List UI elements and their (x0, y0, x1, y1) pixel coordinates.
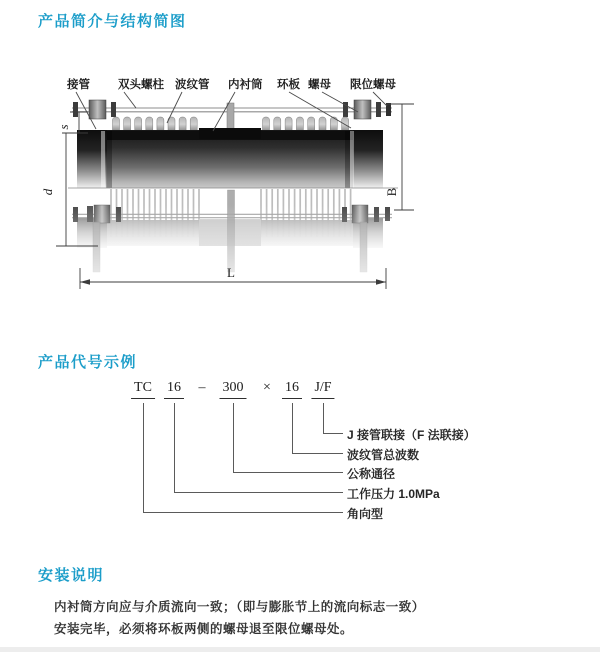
code-token-times: × (263, 380, 271, 395)
part-label-bellows: 波纹管 (175, 79, 210, 91)
arrow-right (376, 279, 386, 285)
ring-plate-right (345, 131, 350, 188)
part-label-double-stud: 双头螺柱 (118, 79, 164, 91)
lower-half-fade (65, 205, 405, 277)
code-line-pressure (174, 403, 175, 492)
code-hline-pressure (174, 492, 343, 493)
dim-d: d (40, 188, 55, 196)
code-annotation-diameter: 公称通径 (347, 467, 396, 481)
section-title-code: 产品代号示例 (38, 354, 138, 371)
code-hline-diameter (233, 472, 343, 473)
dim-s: s (56, 124, 71, 130)
code-token-waves: 16 (282, 380, 302, 399)
code-line-waves (292, 403, 293, 453)
part-label-nut: 螺母 (308, 79, 331, 91)
code-token-type: TC (131, 380, 155, 399)
code-annotation-waves: 波纹管总波数 (347, 448, 420, 462)
part-label-connecting-pipe: 接管 (67, 79, 90, 91)
install-line-1: 内衬筒方向应与介质流向一致；（即与膨胀节上的流向标志一致） (54, 600, 425, 614)
dim-L: L (227, 265, 235, 280)
code-token-joint: J/F (311, 380, 334, 399)
code-annotation-joint: J 接管联接（F 法联接） (347, 428, 476, 442)
code-token-diameter: 300 (220, 380, 247, 399)
code-annotation-pressure: 工作压力 1.0MPa (347, 487, 440, 501)
section-title-intro: 产品简介与结构简图 (38, 13, 187, 30)
joint-body (77, 128, 383, 188)
part-label-inner-liner: 内衬筒 (228, 79, 263, 91)
code-hline-joint (323, 433, 343, 434)
part-label-limit-nut: 限位螺母 (350, 79, 396, 91)
ring-plate-left (106, 131, 112, 188)
dim-B: B (384, 187, 399, 197)
code-line-type (143, 403, 144, 512)
section-title-install: 安装说明 (38, 567, 105, 584)
code-hline-type (143, 512, 343, 513)
part-label-ring-plate: 环板 (277, 79, 300, 91)
code-line-joint (323, 403, 324, 433)
inner-liner-band (199, 128, 261, 139)
pipe-end-right (353, 130, 383, 188)
code-line-diameter (233, 403, 234, 472)
code-hline-waves (292, 453, 343, 454)
code-token-pressure: 16 (164, 380, 184, 399)
install-line-2: 安装完毕，必须将环板两侧的螺母退至限位螺母处。 (54, 622, 354, 636)
page-bottom-edge (0, 647, 600, 652)
code-annotation-type: 角向型 (347, 507, 384, 521)
arrow-left (80, 279, 90, 285)
code-token-dash: – (198, 380, 206, 395)
